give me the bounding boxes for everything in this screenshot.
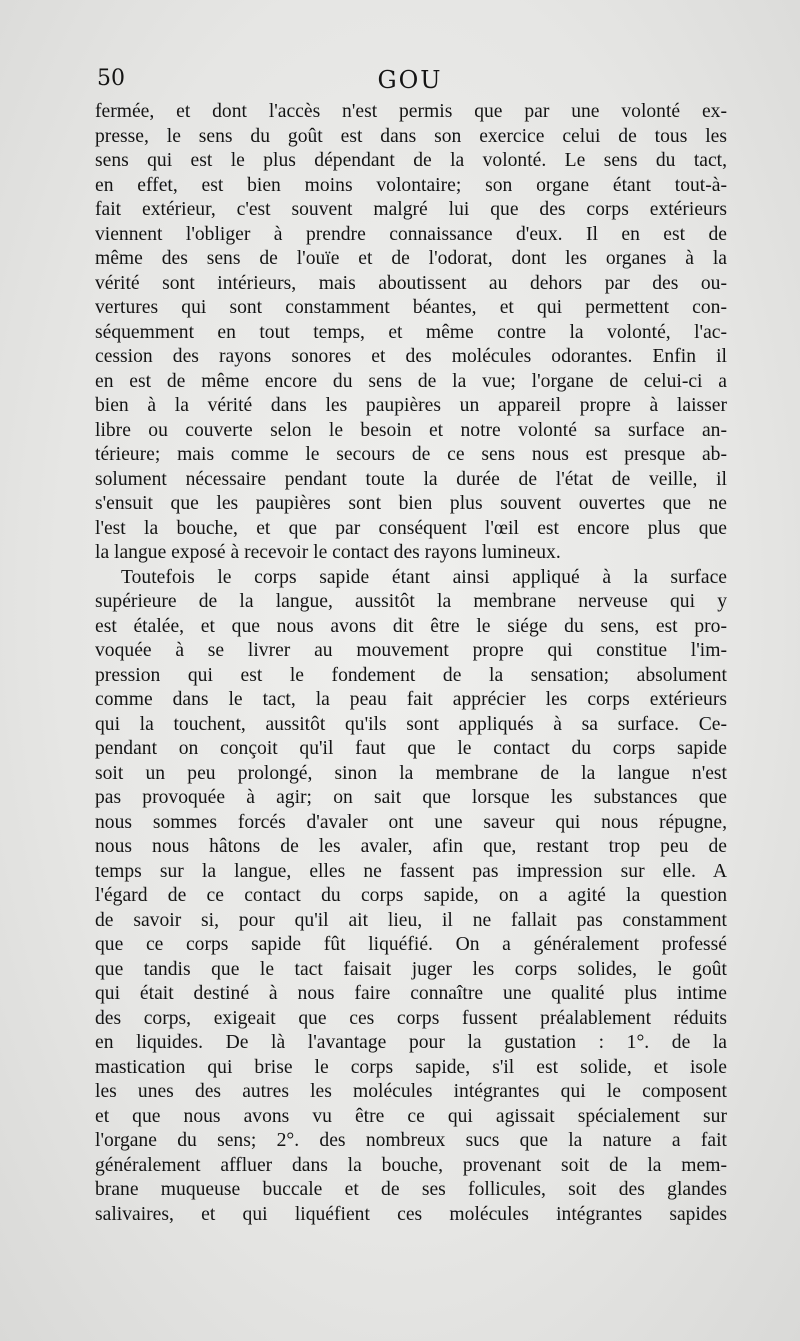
text-line: en effet, est bien moins volontaire; son organe étant tout-à-	[95, 174, 727, 196]
running-head: GOU	[377, 66, 443, 94]
text-line: temps sur la langue, elles ne fassent pas impression sur elle. A	[95, 860, 727, 882]
text-line: en est de même encore du sens de la vue; l'organe de celui-ci a	[95, 370, 727, 392]
text-line: que ce corps sapide fût liquéfié. On a généralement professé	[95, 934, 727, 955]
text-line: nous nous hâtons de les avaler, afin que, restant trop peu de	[95, 836, 727, 857]
body-text	[95, 100, 727, 1227]
text-line: séquemment en tout temps, et même contre la volonté, l'ac-	[95, 321, 727, 343]
text-line: sens qui est le plus dépendant de la volonté. Le sens du tact,	[95, 150, 727, 171]
text-line: comme dans le tact, la peau fait apprécier les corps extérieurs	[95, 689, 727, 710]
text-line: soit un peu prolongé, sinon la membrane de la langue n'est	[95, 762, 727, 784]
text-line: presse, le sens du goût est dans son exercice celui de tous les	[95, 125, 727, 147]
text-line: l'égard de ce contact du corps sapide, on a agité la question	[95, 885, 727, 906]
text-line: fait extérieur, c'est souvent malgré lui que des corps extérieurs	[95, 199, 727, 220]
text-line: supérieure de la langue, aussitôt la membrane nerveuse qui y	[95, 591, 727, 612]
text-line: l'est la bouche, et que par conséquent l'œil est encore plus que	[95, 517, 727, 539]
page-number: 50	[97, 66, 125, 91]
text-line: même des sens de l'ouïe et de l'odorat, dont les organes à la	[95, 248, 727, 269]
text-line: salivaires, et qui liquéfient ces molécules intégrantes sapides	[95, 1203, 727, 1225]
text-line: de savoir si, pour qu'il ait lieu, il ne fallait pas constamment	[95, 909, 727, 931]
text-line: cession des rayons sonores et des molécules odorantes. Enfin il	[95, 346, 727, 367]
text-line: et que nous avons vu être ce qui agissait spécialement sur	[95, 1105, 727, 1127]
text-line: vérité sont intérieurs, mais aboutissent au dehors par des ou-	[95, 272, 727, 294]
text-line: des corps, exigeait que ces corps fussent préalablement réduits	[95, 1007, 727, 1029]
text-line: la langue exposé à recevoir le contact des rayons lumineux.	[95, 542, 561, 563]
text-line: libre ou couverte selon le besoin et notre volonté sa surface an-	[95, 419, 727, 441]
text-line: l'organe du sens; 2°. des nombreux sucs que la nature a fait	[95, 1130, 727, 1151]
text-line: Toutefois le corps sapide étant ainsi appliqué à la surface	[121, 566, 727, 588]
text-line: s'ensuit que les paupières sont bien plus souvent ouvertes que ne	[95, 493, 727, 514]
text-line: qui était destiné à nous faire connaître une qualité plus intime	[95, 983, 727, 1004]
text-line: pendant on conçoit qu'il faut que le contact du corps sapide	[95, 738, 727, 759]
text-line: pression qui est le fondement de la sensation; absolument	[95, 664, 727, 686]
text-line: mastication qui brise le corps sapide, s'il est solide, et isole	[95, 1056, 727, 1078]
text-line: brane muqueuse buccale et de ses follicules, soit des glandes	[95, 1179, 727, 1200]
text-line: pas provoquée à agir; on sait que lorsque les substances que	[95, 787, 727, 808]
text-line: les unes des autres les molécules intégrantes qui le composent	[95, 1081, 727, 1102]
text-line: généralement affluer dans la bouche, provenant soit de la mem-	[95, 1154, 727, 1176]
text-line: vertures qui sont constamment béantes, et qui permettent con-	[95, 297, 727, 318]
text-line: fermée, et dont l'accès n'est permis que par une volonté ex-	[95, 101, 727, 122]
text-line: que tandis que le tact faisait juger les corps solides, le goût	[95, 958, 727, 980]
text-line: solument nécessaire pendant toute la durée de l'état de veille, il	[95, 468, 727, 490]
text-line: est étalée, et que nous avons dit être le siége du sens, est pro-	[95, 615, 727, 637]
text-line: en liquides. De là l'avantage pour la gustation : 1°. de la	[95, 1032, 727, 1053]
text-line: bien à la vérité dans les paupières un appareil propre à laisser	[95, 395, 727, 416]
text-line: qui la touchent, aussitôt qu'ils sont appliqués à sa surface. Ce-	[95, 713, 727, 735]
text-line: voquée à se livrer au mouvement propre qui constitue l'im-	[95, 640, 727, 661]
text-line: viennent l'obliger à prendre connaissance d'eux. Il en est de	[95, 223, 727, 245]
text-line: térieure; mais comme le secours de ce sens nous est presque ab-	[95, 444, 727, 465]
page-header	[95, 66, 725, 100]
text-line: nous sommes forcés d'avaler ont une saveur qui nous répugne,	[95, 811, 727, 833]
